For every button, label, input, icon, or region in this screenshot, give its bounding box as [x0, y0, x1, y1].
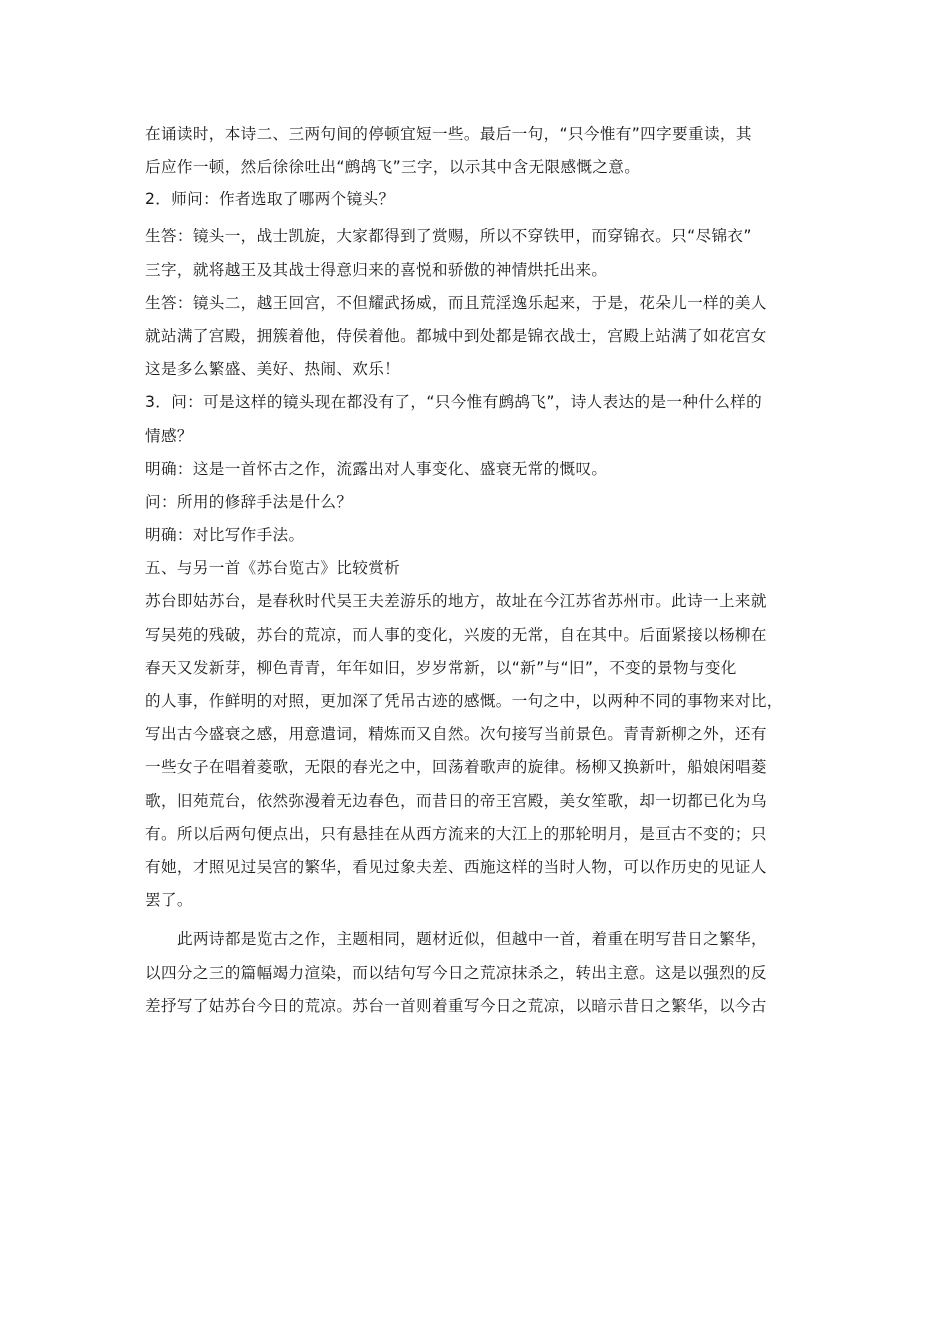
text-line: 写出古今盛衰之感，用意遣词，精炼而又自然。次句接写当前景色。青青新柳之外，还有 — [145, 725, 767, 744]
text-line: 这是多么繁盛、美好、热闹、欢乐！ — [145, 360, 401, 379]
text-line: 情感？ — [145, 426, 193, 445]
text-line: 苏台即姑苏台，是春秋时代吴王夫差游乐的地方，故址在今江苏省苏州市。此诗一上来就 — [145, 592, 767, 611]
question-heading: 3．问：可是这样的镜头现在都没有了，“只今惟有鹧鸪飞”，诗人表达的是一种什么样的 — [145, 393, 763, 412]
text-line: 在诵读时，本诗二、三两句间的停顿宜短一些。最后一句，“只今惟有”四字要重读，其 — [145, 125, 752, 143]
text-line: 后应作一顿，然后徐徐吐出“鹧鸪飞”三字，以示其中含无限感慨之意。 — [145, 158, 641, 177]
text-line: 生答：镜头二，越王回宫，不但耀武扬威，而且荒淫逸乐起来，于是，花朵儿一样的美人 — [145, 293, 767, 312]
text-line: 问：所用的修辞手法是什么？ — [145, 492, 353, 511]
text-line: 就站满了宫殿，拥簇着他，侍侯着他。都城中到处都是锦衣战士，宫殿上站满了如花宫女 — [145, 326, 767, 345]
text-line: 以四分之三的篇幅竭力渲染，而以结句写今日之荒凉抹杀之，转出主意。这是以强烈的反 — [145, 963, 767, 982]
text-line: 罢了。 — [145, 891, 193, 910]
text-line: 有她，才照见过吴宫的繁华，看见过象夫差、西施这样的当时人物，可以作历史的见证人 — [145, 857, 767, 876]
text-line: 写吴苑的残破，苏台的荒凉，而人事的变化，兴废的无常，自在其中。后面紧接以杨柳在 — [145, 625, 767, 644]
text-line: 有。所以后两句便点出，只有悬挂在从西方流来的大江上的那轮明月，是亘古不变的；只 — [145, 824, 767, 843]
text-line: 一些女子在唱着菱歌，无限的春光之中，回荡着歌声的旋律。杨柳又换新叶，船娘闲唱菱 — [145, 758, 767, 777]
text-line: 的人事，作鲜明的对照，更加深了凭吊古迹的感慨。一句之中，以两种不同的事物来对比， — [145, 692, 783, 710]
text-line: 生答：镜头一，战士凯旋，大家都得到了赏赐，所以不穿铁甲，而穿锦衣。只“尽锦衣” — [145, 227, 752, 246]
question-heading: 2．师问：作者选取了哪两个镜头？ — [145, 190, 395, 209]
section-heading: 五、与另一首《苏台览古》比较赏析 — [145, 559, 401, 578]
document-body — [145, 118, 813, 1023]
text-line: 歌，旧苑荒台，依然弥漫着无边春色，而昔日的帝王宫殿，美女笙歌，却一切都已化为乌 — [145, 791, 767, 810]
text-line: 差抒写了姑苏台今日的荒凉。苏台一首则着重写今日之荒凉，以暗示昔日之繁华，以今古 — [145, 996, 767, 1015]
text-line: 明确：对比写作手法。 — [145, 526, 305, 545]
text-line: 明确：这是一首怀古之作，流露出对人事变化、盛衰无常的慨叹。 — [145, 459, 608, 478]
paragraph-first-line: 此两诗都是览古之作，主题相同，题材近似，但越中一首，着重在明写昔日之繁华， — [177, 930, 767, 949]
text-line: 三字，就将越王及其战士得意归来的喜悦和骄傲的神情烘托出来。 — [145, 260, 608, 279]
text-line: 春天又发新芽，柳色青青，年年如旧，岁岁常新，以“新”与“旧”，不变的景物与变化 — [145, 658, 737, 677]
